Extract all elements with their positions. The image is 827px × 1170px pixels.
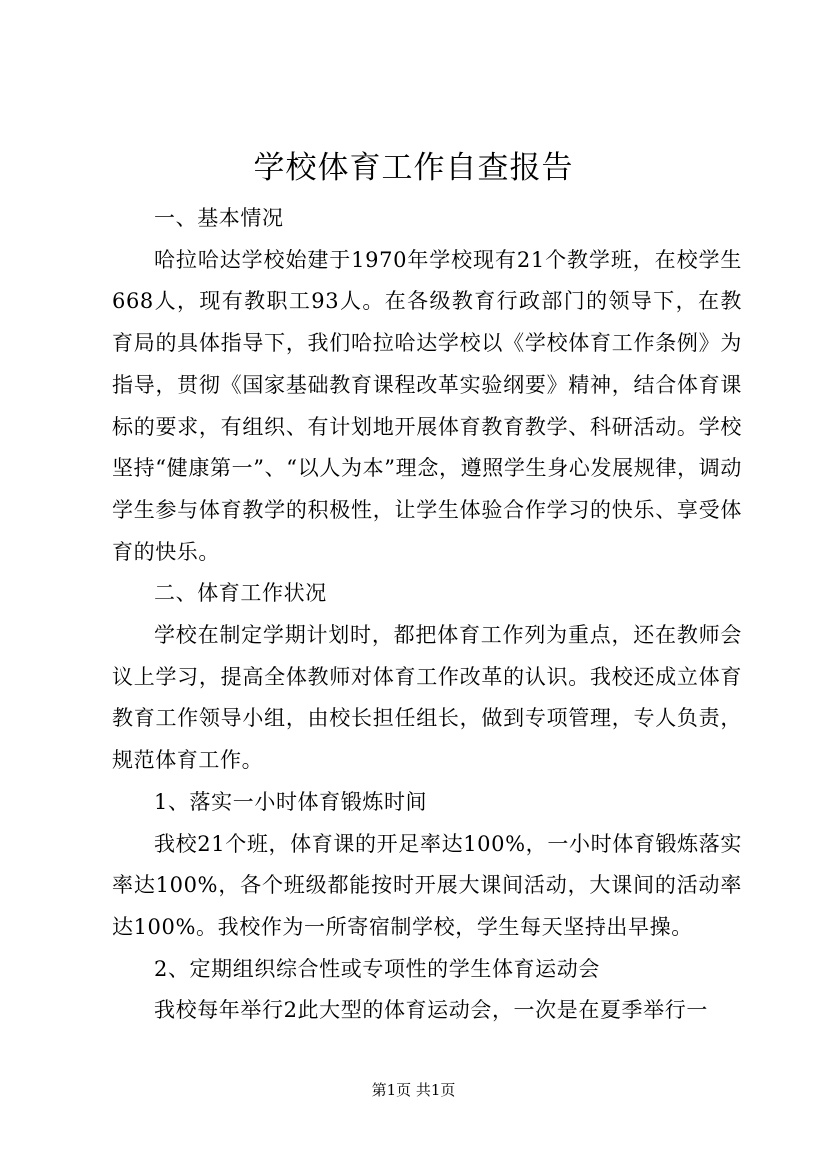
section-heading-pe-status: 二、体育工作状况 <box>154 581 327 606</box>
paragraph-sports-meets: 我校每年举行2此大型的体育运动会，一次是在夏季举行一 <box>154 998 708 1023</box>
page-footer: 第1页 共1页 <box>371 1081 456 1099</box>
paragraph-one-hour-exercise: 我校21个班，体育课的开足率达100%，一小时体育锻炼落实率达100%，各个班级都能按时开展大课间活动，大课间的活动率达100%。我校作为一所寄宿制学校，学生每天坚持出早操。 <box>112 831 742 939</box>
section-heading-basic-info: 一、基本情况 <box>154 206 284 230</box>
paragraph-basic-info: 哈拉哈达学校始建于1970年学校现有21个教学班，在校学生668人，现有教职工93人。在各级教育行政部门的领导下，在教育局的具体指导下，我们哈拉哈达学校以《学校体育工作条例》为指导，贯彻《国家基础教育课程改革实验纲要》精神，结合体育课标的要求，有组织、有计划地开展体育教育教学、科研活动。学校坚持“健康第一”、“以人为本”理念，遵照学生身心发展规律，调动学生参与体育教学的积极性，让学生体验合作学习的快乐、享受体育的快乐。 <box>112 247 742 564</box>
document-body <box>112 198 742 1032</box>
subheading-sports-meets: 2、定期组织综合性或专项性的学生体育运动会 <box>154 956 600 981</box>
paragraph-pe-status: 学校在制定学期计划时，都把体育工作列为重点，还在教师会议上学习，提高全体教师对体育工作改革的认识。我校还成立体育教育工作领导小组，由校长担任组长，做到专项管理，专人负责，规范体育工作。 <box>112 623 742 773</box>
document-title: 学校体育工作自查报告 <box>253 150 574 186</box>
subheading-one-hour-exercise: 1、落实一小时体育锻炼时间 <box>154 789 428 814</box>
